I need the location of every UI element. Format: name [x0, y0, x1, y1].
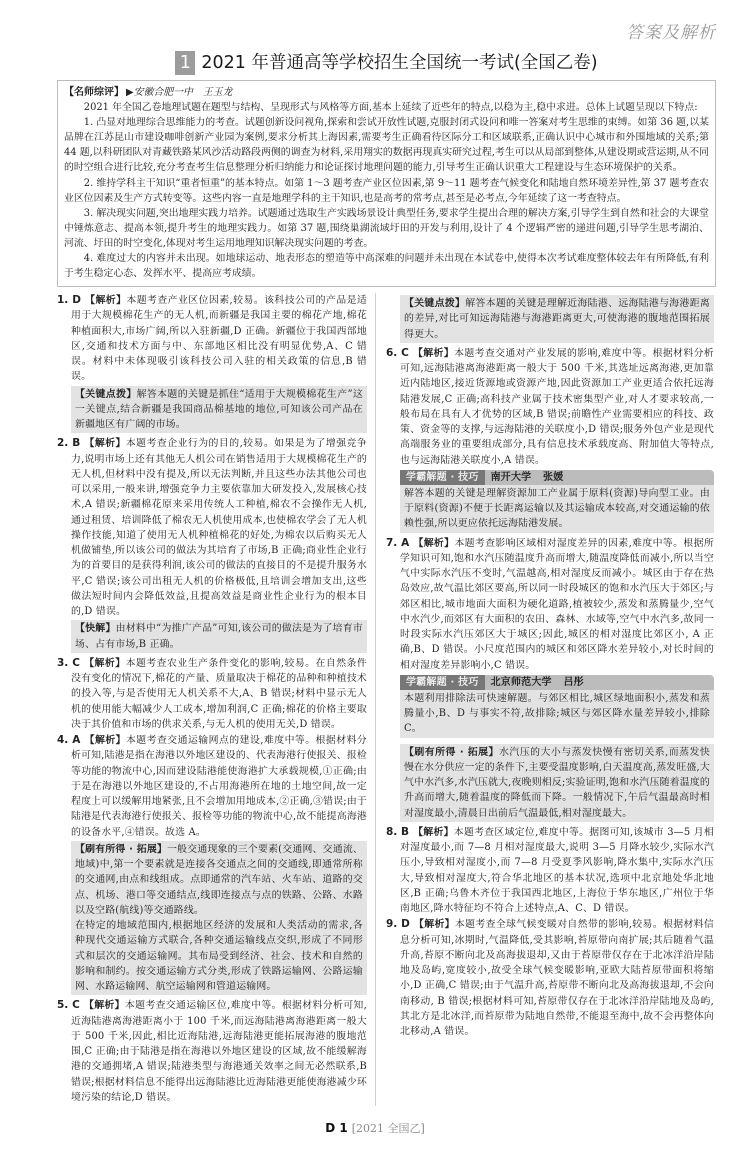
commentary-label: 【名师综评】: [64, 87, 124, 98]
answer-number: 1. D: [57, 294, 81, 307]
skill-text: 解答本题的关键是理解资源加工产业属于原料(资源)导向型工业。由于原料(资源)不便于长距离运输以及其运输成本较高,对交通运输的依赖性强,所以更应依托远海陆港发展。: [400, 485, 714, 533]
commentary-box: [57, 80, 716, 287]
analysis-label: 【解析】: [84, 295, 127, 307]
answer-text: 本题考查产业区位因素,较易。该科技公司的产品是适用于大规模棉花生产的无人机,而新疆是我国主要的棉花产地,棉花种植面积大,市场广阔,所以入驻新疆,D 正确。新疆位于我国西部地区,交通和技术方面与中、东部地区相比没有明显优势,A、C 错误。材料中未体现吸引该科技公司入驻的相关政策的信息,B 错误。: [71, 295, 367, 383]
analysis-label: 【解析】: [84, 735, 126, 747]
page-footer: [0, 1120, 750, 1137]
section-header: 答案及解析: [626, 23, 716, 43]
skill-author: 北京师范大学 吕彤: [490, 676, 584, 688]
quick-label: 【快解】: [75, 623, 116, 635]
quick-text: 由材料中“为推广产品”可知,该公司的做法是为了培育市场、占有市场,B 正确。: [75, 623, 363, 650]
analysis-label: 【解析】: [413, 919, 455, 931]
answer-number: 8. B: [386, 825, 410, 838]
answer-text: 本题考查交通运输网点的建设,难度中等。根据材料分析可知,陆港是指在海港以外地区建设的、代表海港行使报关、报检等功能的物流中心,因而建设陆港能使海港扩大承载规模,①正确;由于是在海港以外地区建设的,不占用海港所在地的土地空间,故一定程度上可以缓解用地紧张,且不会增加用地成本,②正确,③错误;由于陆港是代表海港行使报关、报检等功能的物流中心,故不能提高海港的设备水平,④错误。故选 A。: [71, 735, 367, 838]
analysis-label: 【解析】: [413, 826, 454, 838]
analysis-label: 【解析】: [84, 438, 126, 450]
extend-text: 水汽压的大小与蒸发快慢有密切关系,而蒸发快慢在水分供应一定的条件下,主要受温度影响,白天温度高,蒸发旺盛,大气中水汽多,水汽压就大,夜晚则相反;实验证明,饱和水汽压随着温度的升高而增大,随着温度的降低而下降。一般情况下,午后气温最高时相对湿度最小,清晨日出前后气温最低,相对湿度最大。: [404, 746, 710, 819]
answer-number: 9. D: [386, 918, 410, 931]
key-text: 解答本题的关键是抓住“适用于大规模棉花生产”这一关键点,结合新疆是我国商品棉基地的地位,可知该公司产品在新疆地区有广阔的市场。: [75, 388, 363, 431]
right-column: [386, 293, 714, 1106]
analysis-label: 【解析】: [83, 657, 126, 669]
analysis-label: 【解析】: [412, 347, 455, 359]
commentary-paragraph: 3. 解决现实问题,突出地理实践力培养。试题通过选取生产实践场景设计典型任务,要求学生提出合理的解决方案,引导学生到自然和社会的大课堂中锤炼意志、提高本领,提升考生的地理实践力。如第 37 题,围绕巢湖流域圩田的开发与利用,设计了 4 个逻辑严密的递进问题,引导学生思考湖泊、河流、圩田的时空变化,体现对考生运用地理知识解决现实问题的考查。: [64, 207, 709, 249]
commentary-paragraph: 2021 年全国乙卷地理试题在题型与结构、呈现形式与风格等方面,基本上延续了近些年的特点,以稳为主,稳中求进。总体上试题呈现以下特点:: [83, 102, 698, 114]
answer-number: 4. A: [57, 734, 81, 747]
commentary-paragraph: 4. 难度过大的内容并未出现。如地球运动、地表形态的塑造等中高深难的问题并未出现在本试卷中,使得本次考试难度整体较去年有所降低,有利于考生稳定心态、发挥水平、提高应考成绩。: [64, 253, 709, 280]
answer-item: [386, 346, 714, 468]
answer-number: 6. C: [386, 346, 409, 359]
left-column: [57, 293, 376, 1106]
answer-number: 2. B: [57, 437, 81, 450]
extend-label: 【刷有所得 · 拓展】: [75, 843, 168, 855]
extend-label: 【刷有所得 · 拓展】: [404, 746, 499, 758]
answer-item: [57, 998, 367, 1105]
answer-number: 5. C: [57, 999, 80, 1012]
skill-box: [400, 675, 714, 738]
skill-box: [400, 470, 714, 533]
key-label: 【关键点拨】: [75, 388, 137, 400]
answer-number: 3. C: [57, 656, 80, 669]
answer-text: 本题考查影响区域相对湿度差异的因素,难度中等。根据所学知识可知,饱和水汽压随温度升高而增大,随温度降低而减小,所以当空气中实际水汽压不变时,气温越高,相对湿度反而减小。城区由于存在热岛效应,故气温比郊区要高,所以同一时段城区的饱和水汽压大于郊区;与郊区相比,城市地面大面积为硬化道路,植被较少,蒸发和蒸腾量少,空气中水汽少,而郊区有大面积的农田、森林、水域等,空气中水汽多,故同一时段实际水汽压郊区大于城区;因此,城区的相对湿度比郊区小, A 正确,B、D 错误。小尺度范围内的城区和郊区降水差异较小,对长时间的相对湿度差异影响小,C 错误。: [400, 537, 715, 671]
title-number-badge: 1: [175, 51, 195, 75]
analysis-label: 【解析】: [413, 537, 455, 549]
answer-item: [386, 917, 714, 1039]
commentary-author: ▶安徽合肥一中 王玉龙: [126, 87, 233, 98]
skill-tag: 学霸解题 · 技巧: [400, 470, 485, 485]
extend-text: 一般交通现象的三个要素(交通网、交通流、地域)中,第一个要素就是连接各交通点之间的交通线,即通常所称的交通网,由点和线组成。点即通常的汽车站、火车站、道路的交点、机场、港口等交通结点,线即连接点与点的铁路、公路、水路以及空路(航线)等交通路线。: [75, 843, 364, 916]
title-text: 2021 年普通高等学校招生全国统一考试(全国乙卷): [201, 53, 598, 73]
commentary-paragraph: 1. 凸显对地理综合思维能力的考查。试题创新设问视角,探索和尝试开放性试题,克服封闭式设问和唯一答案对考生思维的束缚。如第 36 题,以某品牌在江苏昆山市建设咖啡创新产业园为案例,要求分析其上海因素,需要考生正确看待区际分工和区域联系,正确认识中心城市和外围地域的关系;第 44 题,以科研团队对青藏铁路某风沙活动路段两侧的调查为材料,采用翔实的数据再现真实研究过程,考生可以从局部到整体,从建设期或营运期,从不同的时空组合进行比较,充分考查考生信息整理分析归纳能力和论证探讨地理问题的能力,引导考生正确认识重大工程建设与生态环境保护的关系。: [64, 117, 709, 174]
skill-text: 本题利用排除法可快速解题。与郊区相比,城区绿地面积小,蒸发和蒸腾量小,B、D 与事实不符,故排除;城区与郊区降水量差异较小,排除 C。: [400, 690, 714, 738]
answer-columns: [57, 293, 716, 1106]
page-number: D 1: [325, 1121, 348, 1136]
answer-text: 本题考查交通对产业发展的影响,难度中等。根据材料分析可知,远海陆港离海港距离一般大于 500 千米,其选址远离海港,更加靠近内陆地区,接近货源地或资源产地,因此资源加工产业更适合依托远海陆港发展,C 正确;高科技产业属于技术密集型产业,对人才要求较高,一般布局在具有人才优势的区域,B 错误;前瞻性产业需要相应的科技、政策、资金等的支撑,与远海陆港的关联度小,D 错误;服务外包产业是现代高端服务业的重要组成部分,具有信息技术承载度高、附加值大等特点,也与远海陆港关联度小,A 错误。: [400, 347, 714, 466]
answer-text: 本题考查区域定位,难度中等。据图可知,该城市 3—5 月相对湿度最小,而 7—8 月相对湿度最大,说明 3—5 月降水较少,实际水汽压小,导致相对湿度小,而 7—8 月受夏季风影响,降水集中,实际水汽压大,导致相对湿度大,符合华北地区的基本状况,选项中北京地处华北地区,B 正确;乌鲁木齐位于我国西北地区,上海位于华东地区,广州位于华南地区,降水特征均不符合上述特点,A、C、D 错误。: [400, 826, 714, 915]
key-text: 解答本题的关键是理解近海陆港、远海陆港与海港距离的差异,对比可知远海陆港与海港距离更大,可使海港的腹地范围拓展得更大。: [404, 298, 710, 340]
quick-solution-box: [71, 620, 367, 653]
answer-item: [57, 733, 367, 840]
page-title: [57, 50, 716, 76]
answer-text: 本题考查交通运输区位,难度中等。根据材料分析可知,近海陆港离海港距离小于 100 千米,而远海陆港离海港距离一般大于 500 千米,因此,相比近海陆港,远海陆港更能拓展海港的腹地范围,C 正确;由于陆港是指在海港以外地区建设的区域,故不能缓解海港的交通拥堵,A 错误;陆港类型与海港通关效率之间无必然联系,B 错误;根据材料信息不能得出远海陆港比近海陆港更能使海港减少环境污染的结论,D 错误。: [71, 1000, 367, 1103]
edition-label: [2021 全国乙]: [351, 1122, 425, 1136]
key-label: 【关键点拨】: [404, 298, 466, 310]
answer-text: 本题考查农业生产条件变化的影响,较易。在自然条件没有变化的情况下,棉花的产量、质量取决于棉花的品种和种植技术的投入等,与是否使用无人机关系不大,A、B 错误;材料中显示无人机的使用能大幅减少人工成本,增加利润,C 正确;棉花的价格主要取决于其价值和市场的供求关系,与无人机的使用无关,D 错误。: [71, 657, 367, 730]
commentary-heading: [64, 85, 709, 100]
key-point-box: [71, 386, 367, 434]
extension-box: [400, 744, 714, 822]
answer-item: [386, 536, 714, 673]
skill-tag: 学霸解题 · 技巧: [400, 675, 485, 690]
answer-number: 7. A: [386, 536, 410, 549]
answer-item: [386, 825, 714, 917]
analysis-label: 【解析】: [83, 1000, 125, 1012]
extension-box: [71, 841, 367, 996]
commentary-paragraph: 2. 维持学科主干知识“重者恒重”的基本特点。如第 1～3 题考查产业区位因素,第 9～11 题考查气候变化和陆地自然环境差异性,第 37 题考查农业区位因素及生产方式转变等。这些内容一直是地理学科的主干知识,也是高考的常考点,甚至是必考点,今年延续了这一考查特点。: [64, 177, 709, 204]
answer-text: 本题考查企业行为的目的,较易。如果是为了增强竞争力,说明市场上还有其他无人机公司在销售适用于大规模棉花生产的无人机,但材料中没有提及,所以无法判断,并且这些办法其他公司也可以采用,一般来讲,增强竞争力主要依靠加大研发投入,发展核心技术,A 错误;新疆棉花原来采用传统人工种植,棉农不会操作无人机,通过租赁、培训降低了棉农无人机使用成本,也使棉农学会了无人机操作技能,知道了使用无人机种植棉花的好处,为棉农以后购买无人机做铺垫,所以该公司的做法为其培育了市场,B 正确;商业性企业行为的首要目的是获得利润,该公司的做法的直接目的不是提升服务水平,C 错误;该公司出租无人机的价格极低,且培训会增加支出,这些做法短时间内会降低效益,且提高效益是商业性企业行为的根本目的,D 错误。: [71, 438, 367, 618]
extend-text: 在特定的地域范围内,根据地区经济的发展和人类活动的需求,各种现代交通运输方式联合,各种交通运输线点交织,形成了不同形式和层次的交通运输网。其布局受到经济、社会、技术和自然的影响和制约。按交通运输方式分类,形成了铁路运输网、公路运输网、水路运输网、航空运输网和管道运输网。: [75, 920, 363, 993]
key-point-box: [400, 295, 714, 343]
answer-item: [57, 656, 367, 732]
skill-author: 南开大学 张媛: [490, 471, 564, 483]
answer-item: [57, 436, 367, 619]
answer-text: 本题考查全球气候变暖对自然带的影响,较易。根据材料信息分析可知,冰期时,气温降低,受其影响,苔原带向南扩展;其后随着气温升高,苔原不断向北及高海拔退却,又由于苔原带仅存在于北冰洋沿岸陆地及岛屿,宽度较小,故受全球气候变暖影响,亚欧大陆苔原带面积将缩小,D 正确,C 错误;由于气温升高,苔原带不断向北及高海拔退却,不会向南移动, B 错误;根据材料可知,苔原带仅存在于北冰洋沿岸陆地及岛屿,其北方是北冰洋,而苔原带为陆地自然带,不能退至海中,故不会再整体向北移动,A 错误。: [400, 919, 714, 1038]
answer-item: [57, 293, 367, 385]
